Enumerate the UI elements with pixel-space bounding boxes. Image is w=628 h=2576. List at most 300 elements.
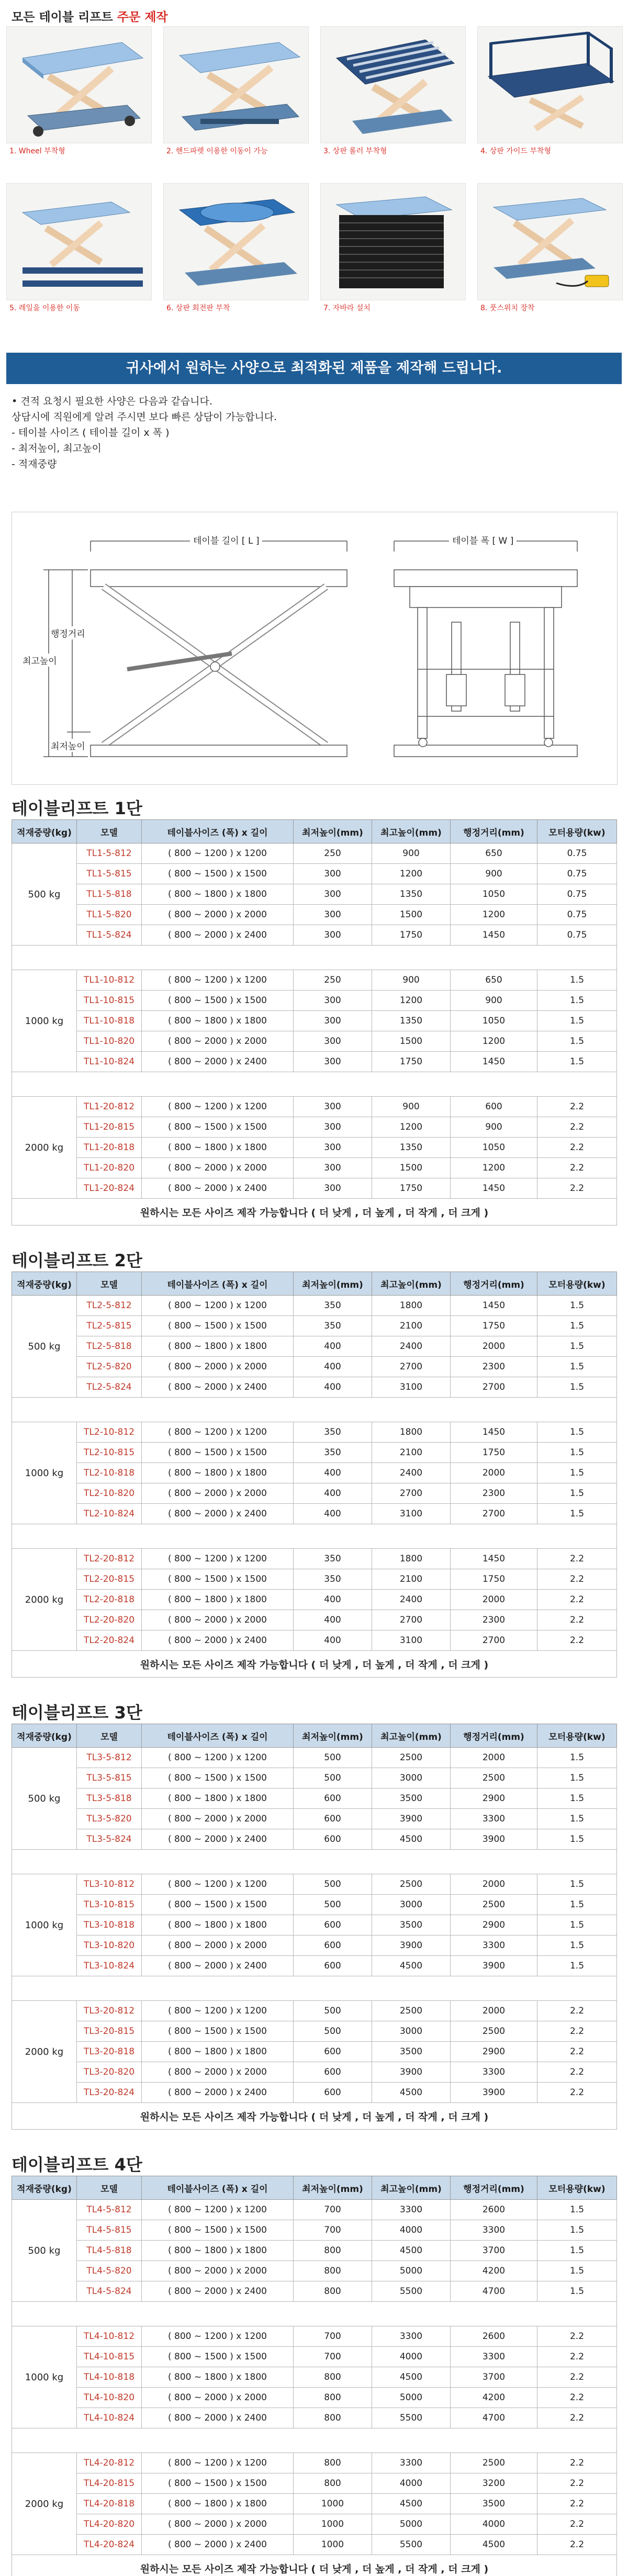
table-row — [12, 2453, 617, 2473]
size-cell: ( 800 ~ 2000 ) x 2000 — [142, 2514, 294, 2535]
option-rail — [6, 183, 151, 319]
column-header: 행정거리(mm) — [451, 1272, 537, 1296]
value-cell: 2.2 — [537, 2062, 617, 2083]
value-cell: 1.5 — [537, 970, 617, 991]
column-header: 최고높이(mm) — [372, 1724, 451, 1748]
size-cell: ( 800 ~ 1800 ) x 1800 — [142, 1788, 294, 1809]
value-cell: 4700 — [451, 2408, 537, 2428]
value-cell: 800 — [294, 2453, 372, 2473]
value-cell: 2500 — [451, 2021, 537, 2042]
value-cell: 1050 — [451, 1138, 537, 1158]
value-cell: 700 — [294, 2326, 372, 2347]
table-row — [12, 2514, 617, 2535]
value-cell: 1.5 — [537, 1809, 617, 1829]
size-cell: ( 800 ~ 1800 ) x 1800 — [142, 1336, 294, 1357]
size-cell: ( 800 ~ 2000 ) x 2400 — [142, 1377, 294, 1398]
value-cell: 1200 — [372, 991, 451, 1011]
table-row — [12, 1011, 617, 1031]
value-cell: 300 — [294, 1052, 372, 1072]
value-cell: 5000 — [372, 2388, 451, 2408]
value-cell: 300 — [294, 1178, 372, 1199]
model-cell: TL4-20-824 — [77, 2535, 142, 2555]
value-cell: 400 — [294, 1377, 372, 1398]
table-row — [12, 2062, 617, 2083]
value-cell: 1.5 — [537, 1296, 617, 1316]
option-caption: 8. 풋스위치 장착 — [480, 304, 535, 312]
size-cell: ( 800 ~ 1500 ) x 1500 — [142, 2347, 294, 2367]
table-row — [12, 991, 617, 1011]
option-guide — [477, 26, 622, 162]
column-header: 모델 — [77, 820, 142, 843]
footer-note: 원하시는 모든 사이즈 제작 가능합니다 ( 더 낮게 , 더 높게 , 더 작게 , 더 크게 ) — [12, 2103, 617, 2130]
table-row — [12, 1052, 617, 1072]
model-cell: TL4-10-820 — [77, 2388, 142, 2408]
size-cell: ( 800 ~ 2000 ) x 2400 — [142, 2281, 294, 2302]
value-cell: 300 — [294, 864, 372, 884]
quote-notes — [12, 393, 277, 472]
value-cell: 1050 — [451, 1011, 537, 1031]
value-cell: 3900 — [451, 1829, 537, 1850]
value-cell: 2000 — [451, 1463, 537, 1483]
value-cell: 3300 — [451, 2062, 537, 2083]
column-header: 모터용량(kw) — [537, 820, 617, 843]
value-cell: 1.5 — [537, 2200, 617, 2220]
value-cell: 1500 — [372, 1031, 451, 1052]
weight-cell: 500 kg — [12, 843, 77, 946]
table-row — [12, 1630, 617, 1651]
value-cell: 2.2 — [537, 2473, 617, 2494]
value-cell: 300 — [294, 925, 372, 946]
length-label: 테이블 길이 [ L ] — [190, 533, 262, 546]
value-cell: 1.5 — [537, 1748, 617, 1768]
value-cell: 300 — [294, 1031, 372, 1052]
title-main: 모든 테이블 리프트 — [12, 10, 113, 24]
value-cell: 500 — [294, 1895, 372, 1915]
value-cell: 2500 — [451, 2453, 537, 2473]
weight-cell: 1000 kg — [12, 1874, 77, 1976]
weight-cell: 2000 kg — [12, 2001, 77, 2103]
value-cell: 4500 — [372, 1829, 451, 1850]
value-cell: 4000 — [451, 2514, 537, 2535]
model-cell: TL1-10-818 — [77, 1011, 142, 1031]
table-row — [12, 2261, 617, 2281]
note-line: - 적재중량 — [12, 458, 57, 470]
value-cell: 1.5 — [537, 2241, 617, 2261]
table-row — [12, 2367, 617, 2388]
value-cell: 600 — [294, 2042, 372, 2062]
size-cell: ( 800 ~ 2000 ) x 2400 — [142, 1630, 294, 1651]
value-cell: 1200 — [372, 864, 451, 884]
table-row — [12, 2042, 617, 2062]
group-spacer — [12, 946, 617, 970]
value-cell: 2300 — [451, 1357, 537, 1377]
size-cell: ( 800 ~ 2000 ) x 2000 — [142, 1031, 294, 1052]
model-cell: TL2-5-818 — [77, 1336, 142, 1357]
value-cell: 3900 — [451, 2083, 537, 2103]
model-cell: TL1-20-818 — [77, 1138, 142, 1158]
header-row — [12, 2176, 617, 2200]
value-cell: 600 — [294, 1829, 372, 1850]
value-cell: 300 — [294, 1117, 372, 1138]
value-cell: 3100 — [372, 1504, 451, 1524]
value-cell: 5500 — [372, 2281, 451, 2302]
model-cell: TL3-5-824 — [77, 1829, 142, 1850]
footer-note: 원하시는 모든 사이즈 제작 가능합니다 ( 더 낮게 , 더 높게 , 더 작게 , 더 크게 ) — [12, 2555, 617, 2576]
value-cell: 350 — [294, 1443, 372, 1463]
spacer-cell — [12, 2302, 617, 2326]
table-row — [12, 1809, 617, 1829]
column-header: 최저높이(mm) — [294, 1724, 372, 1748]
column-header: 최고높이(mm) — [372, 2176, 451, 2200]
model-cell: TL4-10-818 — [77, 2367, 142, 2388]
size-cell: ( 800 ~ 2000 ) x 2400 — [142, 2535, 294, 2555]
group-spacer — [12, 1524, 617, 1549]
value-cell: 4500 — [451, 2535, 537, 2555]
table-row — [12, 843, 617, 864]
size-cell: ( 800 ~ 1800 ) x 1800 — [142, 1138, 294, 1158]
header-row — [12, 820, 617, 843]
model-cell: TL2-20-812 — [77, 1549, 142, 1569]
table-row — [12, 2021, 617, 2042]
table-row — [12, 2347, 617, 2367]
value-cell: 900 — [372, 970, 451, 991]
value-cell: 1.5 — [537, 1829, 617, 1850]
value-cell: 250 — [294, 970, 372, 991]
table-row — [12, 1829, 617, 1850]
value-cell: 2100 — [372, 1443, 451, 1463]
option-image-foot-switch — [477, 183, 623, 300]
value-cell: 2.2 — [537, 2347, 617, 2367]
value-cell: 5000 — [372, 2514, 451, 2535]
value-cell: 2000 — [451, 1874, 537, 1895]
weight-cell: 2000 kg — [12, 1549, 77, 1651]
value-cell: 2.2 — [537, 2408, 617, 2428]
table-row — [12, 1748, 617, 1768]
value-cell: 400 — [294, 1483, 372, 1504]
value-cell: 2700 — [372, 1357, 451, 1377]
size-cell: ( 800 ~ 1800 ) x 1800 — [142, 1915, 294, 1936]
table-row — [12, 1895, 617, 1915]
table-row — [12, 1768, 617, 1788]
weight-cell: 500 kg — [12, 1296, 77, 1398]
value-cell: 1000 — [294, 2535, 372, 2555]
footer-row — [12, 2555, 617, 2576]
value-cell: 800 — [294, 2261, 372, 2281]
value-cell: 1.5 — [537, 2220, 617, 2241]
table-row — [12, 2281, 617, 2302]
table-row — [12, 1158, 617, 1178]
table-row — [12, 1610, 617, 1630]
value-cell: 2900 — [451, 1788, 537, 1809]
size-cell: ( 800 ~ 2000 ) x 2400 — [142, 1956, 294, 1976]
value-cell: 5500 — [372, 2535, 451, 2555]
value-cell: 600 — [294, 1936, 372, 1956]
value-cell: 1.5 — [537, 2261, 617, 2281]
value-cell: 700 — [294, 2200, 372, 2220]
value-cell: 2400 — [372, 1336, 451, 1357]
size-cell: ( 800 ~ 2000 ) x 2000 — [142, 1158, 294, 1178]
size-cell: ( 800 ~ 1200 ) x 1200 — [142, 1097, 294, 1117]
model-cell: TL1-5-815 — [77, 864, 142, 884]
value-cell: 1.5 — [537, 1031, 617, 1052]
model-cell: TL3-20-812 — [77, 2001, 142, 2021]
value-cell: 3100 — [372, 1630, 451, 1651]
size-cell: ( 800 ~ 2000 ) x 2000 — [142, 2261, 294, 2281]
model-cell: TL2-5-812 — [77, 1296, 142, 1316]
value-cell: 1.5 — [537, 1443, 617, 1463]
value-cell: 2.2 — [537, 2042, 617, 2062]
column-header: 모델 — [77, 1724, 142, 1748]
model-cell: TL3-5-815 — [77, 1768, 142, 1788]
value-cell: 3300 — [372, 2453, 451, 2473]
value-cell: 4000 — [372, 2347, 451, 2367]
model-cell: TL3-5-818 — [77, 1788, 142, 1809]
value-cell: 350 — [294, 1296, 372, 1316]
value-cell: 1200 — [451, 905, 537, 925]
value-cell: 3500 — [372, 1788, 451, 1809]
value-cell: 1450 — [451, 1052, 537, 1072]
spacer-cell — [12, 1976, 617, 2001]
value-cell: 0.75 — [537, 843, 617, 864]
table-row — [12, 1549, 617, 1569]
model-cell: TL1-5-824 — [77, 925, 142, 946]
size-cell: ( 800 ~ 2000 ) x 2400 — [142, 1178, 294, 1199]
spacer-cell — [12, 1072, 617, 1097]
model-cell: TL1-10-812 — [77, 970, 142, 991]
model-cell: TL4-5-812 — [77, 2200, 142, 2220]
model-cell: TL4-10-812 — [77, 2326, 142, 2347]
value-cell: 3300 — [451, 2220, 537, 2241]
table-row — [12, 1296, 617, 1316]
value-cell: 700 — [294, 2347, 372, 2367]
size-cell: ( 800 ~ 1500 ) x 1500 — [142, 1768, 294, 1788]
value-cell: 3300 — [451, 1936, 537, 1956]
value-cell: 2700 — [451, 1504, 537, 1524]
value-cell: 2700 — [451, 1630, 537, 1651]
option-caption: 5. 레일을 이용한 이동 — [9, 304, 80, 312]
size-cell: ( 800 ~ 1500 ) x 1500 — [142, 1895, 294, 1915]
model-cell: TL4-10-824 — [77, 2408, 142, 2428]
model-cell: TL2-5-824 — [77, 1377, 142, 1398]
spacer-cell — [12, 1524, 617, 1549]
value-cell: 2.2 — [537, 2494, 617, 2514]
weight-cell: 500 kg — [12, 1748, 77, 1850]
column-header: 최고높이(mm) — [372, 820, 451, 843]
model-cell: TL4-5-820 — [77, 2261, 142, 2281]
size-cell: ( 800 ~ 1200 ) x 1200 — [142, 1549, 294, 1569]
option-foot-switch — [477, 183, 622, 319]
value-cell: 4500 — [372, 2494, 451, 2514]
value-cell: 1.5 — [537, 1052, 617, 1072]
value-cell: 3000 — [372, 1768, 451, 1788]
value-cell: 3100 — [372, 1377, 451, 1398]
max-height-label: 최고높이 — [23, 654, 57, 667]
table-row — [12, 1178, 617, 1199]
section-title: 테이블리프트 4단 — [12, 2155, 142, 2175]
value-cell: 1.5 — [537, 1377, 617, 1398]
value-cell: 1.5 — [537, 1895, 617, 1915]
size-cell: ( 800 ~ 1200 ) x 1200 — [142, 1748, 294, 1768]
min-height-label: 최저높이 — [51, 739, 85, 752]
size-cell: ( 800 ~ 1800 ) x 1800 — [142, 2494, 294, 2514]
model-cell: TL3-10-820 — [77, 1936, 142, 1956]
value-cell: 2500 — [451, 1895, 537, 1915]
value-cell: 0.75 — [537, 905, 617, 925]
size-cell: ( 800 ~ 1200 ) x 1200 — [142, 2453, 294, 2473]
size-cell: ( 800 ~ 2000 ) x 2000 — [142, 1610, 294, 1630]
table-row — [12, 1788, 617, 1809]
value-cell: 1.5 — [537, 1011, 617, 1031]
model-cell: TL2-10-818 — [77, 1463, 142, 1483]
model-cell: TL2-20-820 — [77, 1610, 142, 1630]
value-cell: 1.5 — [537, 1504, 617, 1524]
size-cell: ( 800 ~ 1200 ) x 1200 — [142, 2326, 294, 2347]
model-cell: TL4-10-815 — [77, 2347, 142, 2367]
value-cell: 1450 — [451, 1549, 537, 1569]
size-cell: ( 800 ~ 1500 ) x 1500 — [142, 1316, 294, 1336]
column-header: 행정거리(mm) — [451, 820, 537, 843]
value-cell: 600 — [294, 1956, 372, 1976]
model-cell: TL2-10-820 — [77, 1483, 142, 1504]
column-header: 행정거리(mm) — [451, 1724, 537, 1748]
group-spacer — [12, 2428, 617, 2453]
column-header: 모터용량(kw) — [537, 1272, 617, 1296]
footer-row — [12, 2103, 617, 2130]
value-cell: 2000 — [451, 2001, 537, 2021]
value-cell: 1350 — [372, 1138, 451, 1158]
size-cell: ( 800 ~ 2000 ) x 2400 — [142, 2408, 294, 2428]
value-cell: 1750 — [451, 1316, 537, 1336]
table-row — [12, 1874, 617, 1895]
value-cell: 600 — [451, 1097, 537, 1117]
group-spacer — [12, 2302, 617, 2326]
weight-cell: 1000 kg — [12, 970, 77, 1072]
size-cell: ( 800 ~ 1500 ) x 1500 — [142, 864, 294, 884]
value-cell: 1750 — [372, 1052, 451, 1072]
value-cell: 1200 — [372, 1117, 451, 1138]
option-hand-pallet — [163, 26, 308, 162]
value-cell: 400 — [294, 1504, 372, 1524]
value-cell: 3500 — [451, 2494, 537, 2514]
value-cell: 650 — [451, 970, 537, 991]
note-line: - 최저높이, 최고높이 — [12, 443, 102, 454]
model-cell: TL4-5-818 — [77, 2241, 142, 2261]
column-header: 행정거리(mm) — [451, 2176, 537, 2200]
value-cell: 4200 — [451, 2261, 537, 2281]
value-cell: 2.2 — [537, 1630, 617, 1651]
size-cell: ( 800 ~ 2000 ) x 2000 — [142, 1357, 294, 1377]
value-cell: 1.5 — [537, 991, 617, 1011]
value-cell: 2400 — [372, 1463, 451, 1483]
model-cell: TL3-10-818 — [77, 1915, 142, 1936]
column-header: 최저높이(mm) — [294, 1272, 372, 1296]
column-header: 테이블사이즈 (폭) x 길이 — [142, 2176, 294, 2200]
value-cell: 600 — [294, 1809, 372, 1829]
value-cell: 1.5 — [537, 1336, 617, 1357]
size-cell: ( 800 ~ 2000 ) x 2400 — [142, 1829, 294, 1850]
value-cell: 2300 — [451, 1483, 537, 1504]
model-cell: TL3-20-818 — [77, 2042, 142, 2062]
value-cell: 350 — [294, 1569, 372, 1590]
options-gallery — [6, 26, 622, 319]
value-cell: 3000 — [372, 2021, 451, 2042]
model-cell: TL2-5-820 — [77, 1357, 142, 1377]
value-cell: 2500 — [451, 1768, 537, 1788]
model-cell: TL1-10-815 — [77, 991, 142, 1011]
value-cell: 3000 — [372, 1895, 451, 1915]
value-cell: 4000 — [372, 2473, 451, 2494]
value-cell: 300 — [294, 1011, 372, 1031]
value-cell: 2700 — [372, 1483, 451, 1504]
value-cell: 400 — [294, 1630, 372, 1651]
size-cell: ( 800 ~ 2000 ) x 2000 — [142, 905, 294, 925]
value-cell: 1450 — [451, 1178, 537, 1199]
value-cell: 350 — [294, 1549, 372, 1569]
width-label: 테이블 폭 [ W ] — [449, 533, 517, 546]
size-cell: ( 800 ~ 1800 ) x 1800 — [142, 2367, 294, 2388]
value-cell: 0.75 — [537, 884, 617, 905]
table-row — [12, 2388, 617, 2408]
value-cell: 300 — [294, 905, 372, 925]
option-image-rail — [6, 183, 152, 300]
value-cell: 2500 — [372, 1748, 451, 1768]
value-cell: 4500 — [372, 1956, 451, 1976]
value-cell: 3300 — [451, 2347, 537, 2367]
value-cell: 400 — [294, 1610, 372, 1630]
table-row — [12, 970, 617, 991]
model-cell: TL3-20-824 — [77, 2083, 142, 2103]
size-cell: ( 800 ~ 1200 ) x 1200 — [142, 2001, 294, 2021]
value-cell: 2.2 — [537, 1138, 617, 1158]
value-cell: 2.2 — [537, 2367, 617, 2388]
column-header: 최저높이(mm) — [294, 2176, 372, 2200]
table-row — [12, 1097, 617, 1117]
spacer-cell — [12, 1398, 617, 1422]
table-row — [12, 2535, 617, 2555]
value-cell: 500 — [294, 1874, 372, 1895]
value-cell: 1800 — [372, 1296, 451, 1316]
value-cell: 2.2 — [537, 2535, 617, 2555]
model-cell: TL3-10-815 — [77, 1895, 142, 1915]
value-cell: 900 — [451, 1117, 537, 1138]
value-cell: 350 — [294, 1422, 372, 1443]
option-turntable — [163, 183, 308, 319]
section-title: 테이블리프트 3단 — [12, 1703, 142, 1723]
value-cell: 2500 — [372, 1874, 451, 1895]
value-cell: 1750 — [372, 925, 451, 946]
value-cell: 2500 — [372, 2001, 451, 2021]
value-cell: 2.2 — [537, 1117, 617, 1138]
model-cell: TL2-20-824 — [77, 1630, 142, 1651]
value-cell: 3500 — [372, 2042, 451, 2062]
value-cell: 1.5 — [537, 1936, 617, 1956]
table-row — [12, 1956, 617, 1976]
value-cell: 1200 — [451, 1158, 537, 1178]
value-cell: 2.2 — [537, 2021, 617, 2042]
table-row — [12, 1936, 617, 1956]
value-cell: 3300 — [451, 1809, 537, 1829]
value-cell: 2000 — [451, 1748, 537, 1768]
column-header: 모터용량(kw) — [537, 1724, 617, 1748]
size-cell: ( 800 ~ 1500 ) x 1500 — [142, 2220, 294, 2241]
value-cell: 2.2 — [537, 1610, 617, 1630]
size-cell: ( 800 ~ 2000 ) x 2000 — [142, 2388, 294, 2408]
value-cell: 1000 — [294, 2494, 372, 2514]
value-cell: 1.5 — [537, 1956, 617, 1976]
value-cell: 600 — [294, 1788, 372, 1809]
value-cell: 3900 — [372, 2062, 451, 2083]
value-cell: 900 — [451, 864, 537, 884]
